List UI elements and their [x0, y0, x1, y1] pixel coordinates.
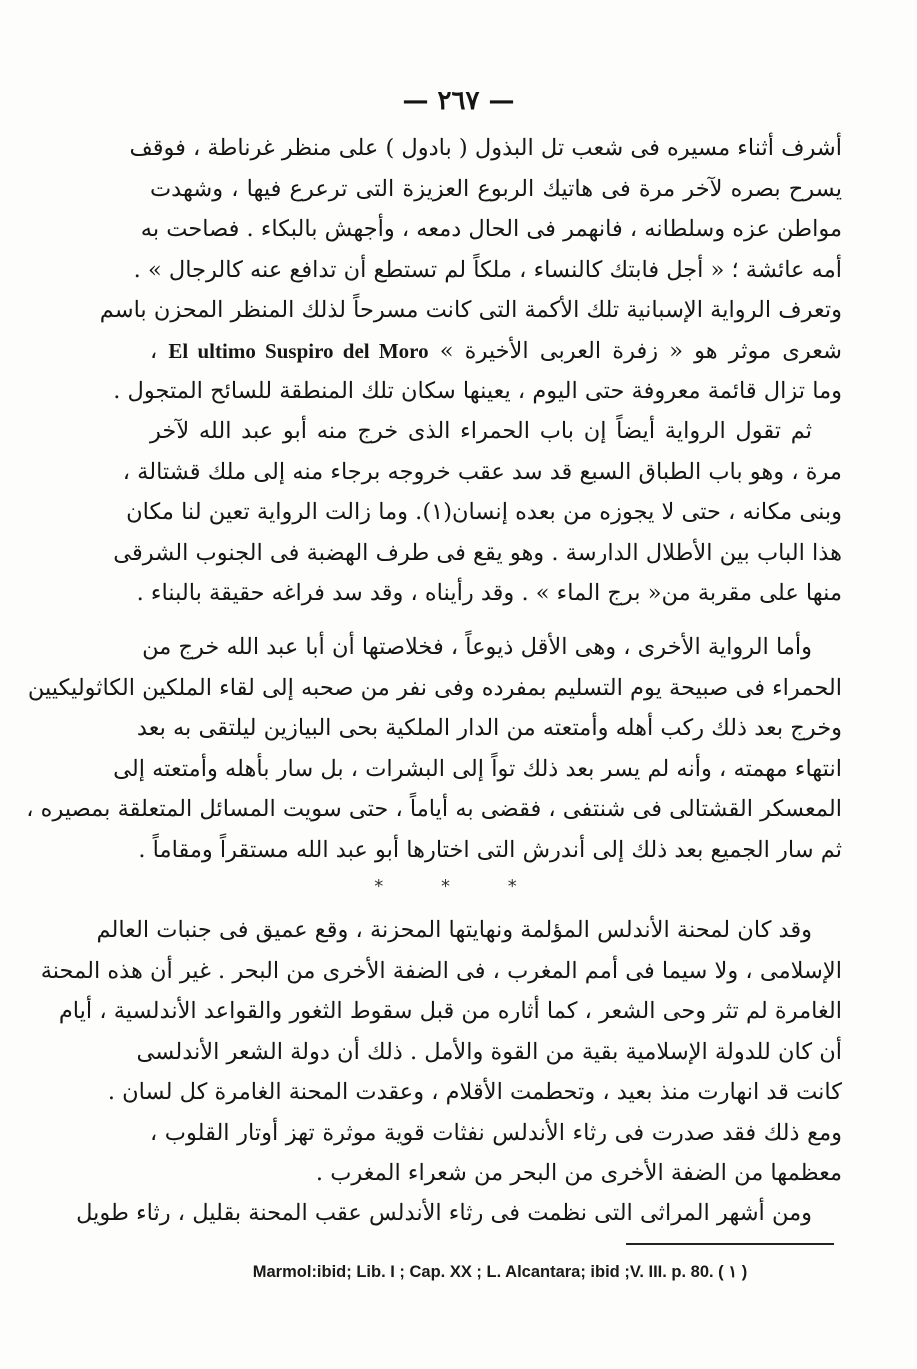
page-number: — ٢٦٧ — — [402, 86, 515, 116]
text-line: ومن أشهر المراثى التى نظمت فى رثاء الأندلس عقب المحنة بقليل ، رثاء طويل — [76, 1200, 812, 1226]
text-line: ثم تقول الرواية أيضاً إن باب الحمراء الذى خرج منه أبو عبد الله لآخر — [150, 418, 812, 444]
text-line: الغامرة لم تثر وحى الشعر ، كما أثاره من قبل سقوط الثغور والقواعد الأندلسية ، أيام — [58, 998, 842, 1024]
text-line: انتهاء مهمته ، وأنه لم يسر بعد ذلك تواً إلى البشرات ، بل سار بأهله وأمتعته إلى — [113, 755, 842, 782]
paragraph-5 — [76, 1193, 842, 1234]
text-segment: شعرى موثر هو « زفرة العربى الأخيرة » — [439, 337, 843, 364]
text-line: أمه عائشة ؛ « أجل فابتك كالنساء ، ملكاً لم تستطع أن تدافع عنه كالرجال » . — [133, 256, 842, 283]
text-line: الحمراء فى صبيحة يوم التسليم بمفرده وفى نفر من صحبه إلى لقاء الملكين الكاثوليكيين — [27, 674, 842, 701]
text-line: مواطن عزه وسلطانه ، فانهمر فى الحال دمعه ، وأجهش بالبكاء . فصاحت به — [140, 216, 842, 242]
text-line: وأما الرواية الأخرى ، وهى الأقل ذيوعاً ، فخلاصتها أن أبا عبد الله خرج من — [142, 634, 812, 660]
text-line: هذا الباب بين الأطلال الدارسة . وهو يقع فى طرف الهضبة فى الجنوب الشرقى — [113, 539, 842, 566]
paragraph-4 — [40, 910, 842, 1194]
text-line: ومع ذلك فقد صدرت فى رثاء الأندلس نفثات قوية موثرة تهز أوتار القلوب ، — [150, 1119, 842, 1146]
text-line: مرة ، وهو باب الطباق السبع قد سد عقب خروجه برجاء منه إلى ملك قشتالة ، — [122, 458, 842, 485]
text-line: الإسلامى ، ولا سيما فى أمم المغرب ، فى الضفة الأخرى من البحر . غير أن هذه المحنة — [40, 957, 842, 984]
text-line: أن كان للدولة الإسلامية بقية من القوة والأمل . ذلك أن دولة الشعر الأندلسى — [136, 1038, 842, 1065]
text-line: معظمها من الضفة الأخرى من البحر من شعراء المغرب . — [315, 1160, 842, 1186]
footnote-rule — [626, 1243, 834, 1245]
paragraph-2 — [113, 411, 842, 614]
comma: ، — [150, 337, 158, 364]
text-line: ثم سار الجميع بعد ذلك إلى أندرش التى اختارها أبو عبد الله مستقراً ومقاماً . — [138, 836, 842, 863]
section-separator: * * * — [374, 876, 543, 897]
text-line: كانت قد انهارت منذ بعيد ، وتحطمت الأقلام ، وعقدت المحنة الغامرة كل لسان . — [107, 1079, 842, 1105]
text-line: وبنى مكانه ، حتى لا يجوزه من بعده إنسان(١). وما زالت الرواية تعين لنا مكان — [126, 499, 842, 525]
text-line: وخرج بعد ذلك ركب أهله وأمتعته من الدار الملكية بحى البيازين ليلتقى به بعد — [136, 715, 842, 741]
text-line-with-latin — [150, 331, 842, 372]
footnote: Marmol:ibid; Lib. I ; Cap. XX ; L. Alcantara; ibid ;V. III. p. 80. ( ١ ) — [252, 1263, 748, 1281]
text-line: يسرح بصره لآخر مرة فى هاتيك الربوع العزيزة التى ترعرع فيها ، وشهدت — [150, 175, 842, 202]
text-line: منها على مقربة من« برج الماء » . وقد رأيناه ، وقد سد فراغه حقيقة بالبناء . — [136, 580, 842, 606]
paragraph-3 — [26, 627, 842, 870]
text-line: المعسكر القشتالى فى شنتفى ، فقضى به أياماً ، حتى سويت المسائل المتعلقة بمصيره ، — [26, 796, 842, 822]
text-line: وتعرف الرواية الإسبانية تلك الأكمة التى كانت مسرحاً لذلك المنظر المحزن باسم — [99, 297, 842, 323]
text-line: وقد كان لمحنة الأندلس المؤلمة ونهايتها المحزنة ، وقع عميق فى جنبات العالم — [96, 917, 812, 943]
text-line: وما تزال قائمة معروفة حتى اليوم ، يعينها سكان تلك المنطقة للسائح المتجول . — [113, 378, 842, 404]
text-line: أشرف أثناء مسيره فى شعب تل البذول ( بادول ) على منظر غرناطة ، فوقف — [129, 135, 842, 161]
paragraph-1 — [99, 128, 843, 412]
latin-phrase: El ultimo Suspiro del Moro — [168, 338, 429, 363]
